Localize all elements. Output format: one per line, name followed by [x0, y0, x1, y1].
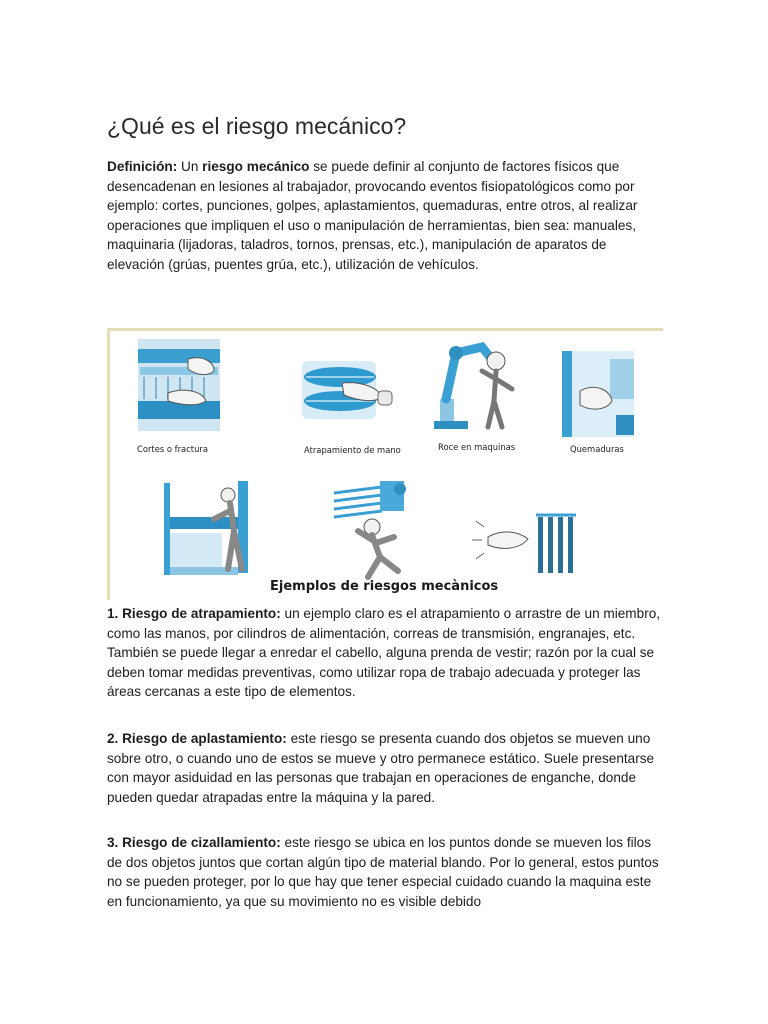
- burning-machine-hand-icon: [562, 351, 634, 437]
- cutting-machine-hand-icon: [138, 339, 220, 431]
- worker-at-press-icon: [164, 481, 248, 575]
- robot-arm-worker-icon: [434, 346, 512, 429]
- figure-label-quemaduras: Quemaduras: [570, 444, 624, 454]
- page-title: ¿Qué es el riesgo mecánico?: [107, 113, 407, 139]
- figure-label-atrapamiento: Atrapamiento de mano: [304, 445, 401, 455]
- definition-text: se puede definir al conjunto de factores físicos que desencadenan en lesiones al trabajador, provocando eventos fisiopatológicos como por ejemplo: cortes, punciones, golpes, aplastamientos, quemaduras, entre otros, al realizar operaciones que impliquen el uso o manipulación de herramientas, bien sea: manuales, maquinaria (lijadoras, taladros, tornos, prensas, etc.), manipulación de aparatos de elevación (grúas, puentes grúa, etc.), utilización de vehículos.: [107, 159, 638, 272]
- figure-illustrations: [110, 331, 663, 600]
- definition-paragraph: [107, 157, 663, 275]
- figure-label-cortes: Cortes o fractura: [137, 444, 208, 454]
- section-3-heading: 3. Riesgo de cizallamiento:: [107, 835, 281, 850]
- section-3-paragraph: [107, 833, 663, 911]
- section-2-heading: 2. Riesgo de aplastamiento:: [107, 731, 287, 746]
- roller-hand-trap-icon: [302, 361, 392, 419]
- definition-term: riesgo mecánico: [202, 159, 310, 174]
- hand-near-blades-icon: [472, 515, 576, 573]
- mechanical-risks-figure: [107, 328, 663, 600]
- section-1-text: un ejemplo claro es el atrapamiento o arrastre de un miembro, como las manos, por cilindros de alimentación, correas de transmisión, engranajes, etc. También se puede llegar a enredar el cabello, alguna prenda de vestir; razón por la cual se deben tomar medidas preventivas, como utilizar ropa de trabajo adecuada y proteger las áreas cercanas a este tipo de elementos.: [107, 606, 661, 700]
- section-2-paragraph: [107, 729, 663, 807]
- definition-label: Definición:: [107, 159, 178, 174]
- definition-pre: Un: [177, 159, 203, 174]
- figure-caption: Ejemplos de riesgos mecànicos: [270, 579, 499, 594]
- figure-label-roce: Roce en maquinas: [438, 442, 516, 452]
- section-3-text: este riesgo se ubica en los puntos donde se mueven los filos de dos objetos juntos que cortan algún tipo de material blando. Por lo general, estos puntos no se pueden proteger, por lo que hay que tener especial cuidado cuando la maquina este en funcionamiento, ya que su movimiento no es visible debido: [107, 835, 659, 909]
- section-1-paragraph: [107, 604, 663, 702]
- worker-struck-by-part-icon: [334, 481, 406, 577]
- section-1-heading: 1. Riesgo de atrapamiento:: [107, 606, 281, 621]
- section-2-text: este riesgo se presenta cuando dos objetos se mueven uno sobre otro, o cuando uno de estos se mueve y otro permanece estático. Suele presentarse con mayor asiduidad en las personas que trabajan en operaciones de enganche, donde pueden quedar atrapadas entre la máquina y la pared.: [107, 731, 655, 805]
